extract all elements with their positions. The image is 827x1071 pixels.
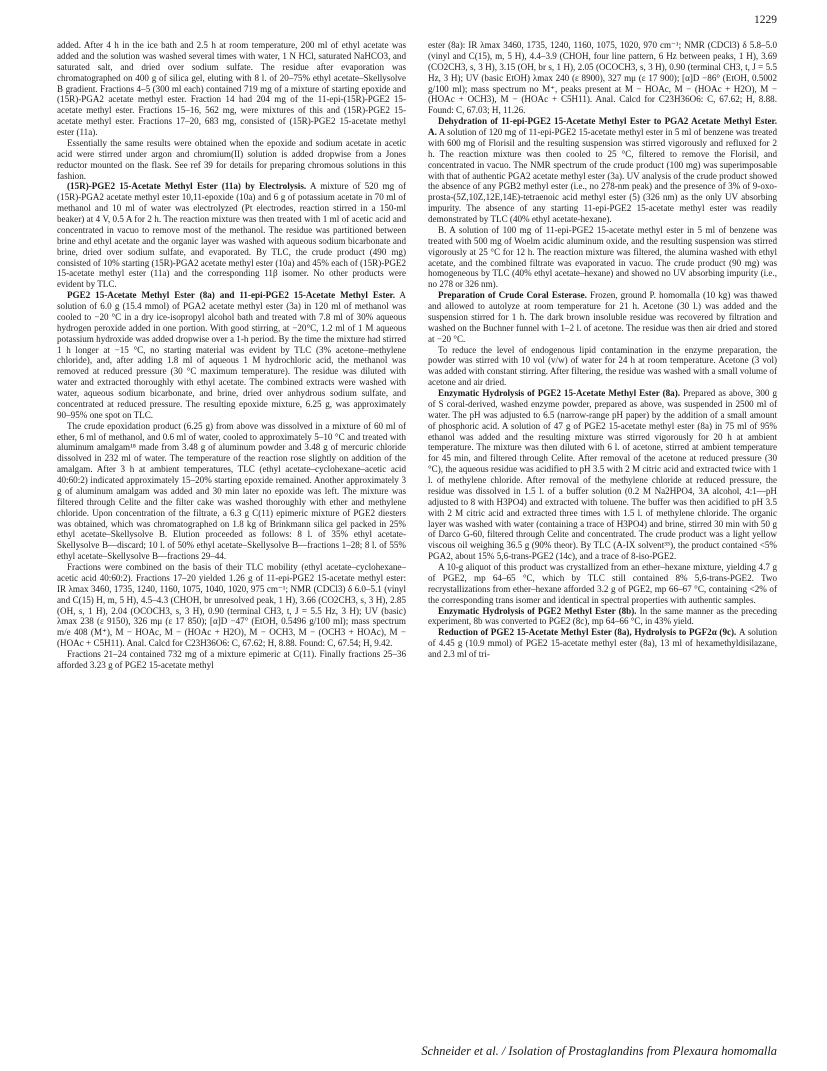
paragraph-text: A solution of 120 mg of 11-epi-PGE2 15-acetate methyl ester in 5 ml of benzene was treated with 600 mg of Florisil and the resulting suspension was stirred vigorously and refluxed for 2 h. The reaction mixture was then cooled to 25 °C, filtered to remove the Florisil, and concentrated in vacuo. The NMR spectrum of the crude product (100 mg) was superimposable with that of authentic PGA2 acetate methyl ester (3a). UV analysis of the crude product showed the absence of any PGB2 methyl ester (i.e., no 278-nm peak) and the presence of 3% of 9-oxo-prosta-(5Z,10Z,12E,14E)-tetraenoic acid methyl ester (5) (326 nm) as the only UV absorbing impurity. The absence of any starting 11-epi-PGE2 15-acetate methyl ester was readily demonstrated by TLC (40% ethyl acetate-hexane). (428, 127, 777, 224)
paragraph (57, 181, 406, 290)
two-column-body (57, 40, 777, 1036)
paragraph: To reduce the level of endogenous lipid contamination in the enzyme preparation, the powder was stirred with 10 vol (v/w) of water for 24 h at room temperature. Acetone (3 vol) was added with constant stirring. After filtering, the residue was washed with a small volume of acetone and air dried. (428, 344, 777, 388)
page-number: 1229 (754, 14, 777, 26)
paragraph (428, 116, 777, 225)
paragraph (428, 388, 777, 562)
paragraph-text: A solution of 6.0 g (15.4 mmol) of PGA2 acetate methyl ester (3a) in 120 ml of methanol was cooled to −20 °C in a dry ice-isopropyl alcohol bath and treated with 7.8 ml of 30% aqueous hydrogen peroxide added in one portion. With good stirring, at −20°C, 1.2 ml of 1 M aqueous potassium hydroxide was added dropwise over a 1-h period. By the time the mixture had stirred 1 h longer at −15 °C, no starting material was evident by TLC (3% acetone–methylene chloride), and, after adding 1.8 ml of aqueous 1 M hydrochloric acid, the methanol was removed at reduced pressure (30 °C maximum temperature). The residue was diluted with water and extracted thoroughly with ethyl acetate. The combined extracts were washed with water, aqueous sodium bicarbonate, and brine, dried over anhydrous sodium sulfate, and concentrated at reduced pressure. The resulting epoxide mixture, 6.25 g, was approximately 90–95% one spot on TLC. (57, 290, 406, 420)
section-heading: Reduction of PGE2 15-Acetate Methyl Ester (8a), Hydrolysis to PGF2α (9c). (438, 627, 737, 638)
paragraph (428, 606, 777, 628)
paragraph (428, 290, 777, 344)
section-heading: PGE2 15-Acetate Methyl Ester (8a) and 11-epi-PGE2 15-Acetate Methyl Ester. (67, 290, 395, 301)
paragraph-text: A mixture of 520 mg of (15R)-PGA2 acetate methyl ester 10,11-epoxide (10a) and 6 g of potassium acetate in 70 ml of methanol and 10 ml of water was electrolyzed (Pt electrodes, reaction stirred in a 150-ml beaker) at 4 V, 0.5 A for 2 h. The reaction mixture was then treated with 1 ml of acetic acid and concentrated in vacuo to remove most of the methanol. The residue was partitioned between brine and ethyl acetate and the organic layer was washed with aqueous sodium bicarbonate and brine, dried over sodium sulfate, and evaporated. By TLC, the crude product (490 mg) consisted of 10% starting (15R)-PGA2 acetate methyl ester (10a) and 45% each of (15R)-PGE2 15-acetate methyl ester (11a) and the corresponding 11β isomer. No other products were evident by TLC. (57, 181, 406, 290)
section-heading: Enzymatic Hydrolysis of PGE2 Methyl Ester (8b). (438, 605, 637, 616)
section-heading: Preparation of Crude Coral Esterase. (438, 290, 587, 301)
paragraph-text: In the same manner as the preceding experiment, 8b was converted to PGE2 (8c), mp 64–66 °C, in 43% yield. (428, 605, 777, 627)
paragraph (428, 627, 777, 660)
paragraph-text: Prepared as above, 300 g of S coral-derived, washed enzyme powder, prepared as above, was suspended in 2500 ml of water. The pH was adjusted to 6.5 (narrow-range pH paper) by the addition of a small amount of phosphoric acid. A solution of 47 g of PGE2 15-acetate methyl ester (8a) in 75 ml of 95% ethanol was added and the resulting mixture was stirred vigorously for 20 h at ambient temperature. The mixture was then diluted with 6 l. of acetone, stirred at ambient temperature for 45 min, and filtered through Celite. After removal of the acetone at reduced pressure (30 °C), the aqueous residue was acidified to pH 3.5 with 2 M citric acid and extracted twice with 1 l. of methylene chloride. After removal of the methylene chloride at reduced pressure, the residue was dissolved in 1.5 l. of a buffer solution (0.2 M Na2HPO4, 3A alcohol, 4:1—pH adjusted to 8 with H3PO4) and extracted with toluene. The buffer was then acidified to pH 3.5 with 2 M citric acid and extracted three times with 1.5 l. of methylene chloride. The organic layer was washed with water (containing a trace of H3PO4) and brine, stirred 30 min with 50 g of Darco G-60, filtered through Celite and concentrated. The crude product was a light yellow viscous oil weighing 36.5 g (90% theor). By TLC (A-IX solvent³⁵), the product contained <5% PGA2, about 15% 5,6-trans-PGE2 (14c), and a trace of 8-iso-PGE2. (428, 388, 777, 562)
paragraph: ester (8a): IR λmax 3460, 1735, 1240, 1160, 1075, 1020, 970 cm⁻¹; NMR (CDCl3) δ 5.8–5.0 (vinyl and C(15), m, 5 H), 4.4–3.9 (CHOH, four line pattern, 6 Hz between peaks, 1 H), 3.69 (CO2CH3, s, 3 H), 3.15 (OH, br s, 1 H), 2.05 (OCOCH3, s, 3 H), 0.90 (terminal CH3, t, J = 5.5 Hz, 3 H); UV (basic EtOH) λmax 240 (ε 8900), 327 mμ (ε 17 900); [α]D −86° (EtOH, 0.5002 g/100 ml); mass spectrum no M⁺, peaks present at M − HOAc, M − (HOAc + H2O), M − (HOAc + OCH3), M − (HOAc + C5H11). Anal. Calcd for C23H36O6: C, 67.62; H, 8.88. Found: C, 67.03; H, 11.26. (428, 40, 777, 116)
section-heading: Dehydration of 11-epi-PGE2 15-Acetate Methyl Ester to PGA2 Acetate Methyl Ester. A. (428, 116, 777, 137)
paragraph: A 10-g aliquot of this product was crystallized from an ether–hexane mixture, yielding 4.7 g of PGE2, mp 64–65 °C, which by TLC still contained 8% 5,6-trans-PGE2. Two recrystallizations from ether–hexane afforded 3.2 g of PGE2, mp 66–67 °C, containing <2% of the corresponding trans isomer and identical in spectral properties with authentic samples. (428, 562, 777, 605)
paragraph: B. A solution of 100 mg of 11-epi-PGE2 15-acetate methyl ester in 5 ml of benzene was treated with 500 mg of Woelm acidic aluminum oxide, and the resulting suspension was stirred vigorously at 25 °C for 12 h. The reaction mixture was filtered, the alumina washed with ethyl acetate, and the combined filtrate was evaporated in vacuo. The crude product (90 mg) was homogeneous by TLC (40% ethyl acetate–hexane) and showed no UV absorbing impurity (i.e., no 278 or 326 nm). (428, 224, 777, 290)
paragraph (57, 290, 406, 421)
paragraph: Fractions 21–24 contained 732 mg of a mixture epimeric at C(11). Finally fractions 25–36 afforded 3.23 g of PGE2 15-acetate methyl (57, 649, 406, 670)
paragraph: The crude epoxidation product (6.25 g) from above was dissolved in a mixture of 60 ml of ether, 6 ml of methanol, and 0.6 ml of water, cooled to approximately 5–10 °C and treated with aluminum amalgam¹⁸ made from 3.48 g of aluminum powder and 3.48 g of mercuric chloride dissolved in 232 ml of water. The temperature of the reaction rose slightly on addition of the amalgam. After 3 h at ambient temperatures, TLC (ethyl acetate–cyclohexane–acetic acid 40:60:2) indicated approximately 15–20% starting epoxide remained. Another approximately 3 g of aluminum amalgam was added and 30 min later no epoxide was left. The mixture was filtered through Celite and the filter cake was washed thoroughly with ether and methylene chloride. Upon concentration of the filtrate, a 6.3 g C(11) epimeric mixture of PGE2 diesters was obtained, which was chromatographed on 1.8 kg of Brinkmann silica gel packed in 25% ethyl acetate–Skellysolve B. Elution proceeded as follows: 8 l. of 35% ethyl acetate-Skellysolve B—discard; 10 l. of 50% ethyl acetate–Skellysolve B—fractions 1–28; 8 l. of 55% ethyl acetate–Skellysolve B—fractions 29–44. (57, 420, 406, 562)
paragraph-text: A solution of 4.45 g (10.9 mmol) of PGE2 15-acetate methyl ester (8a), 13 ml of hexamethyldisilazane, and 2.3 ml of tri- (428, 627, 777, 659)
left-column (57, 40, 406, 1036)
paragraph: Essentially the same results were obtained when the epoxide and sodium acetate in acetic acid were stirred under argon and chromium(II) solution is added dropwise from a Jones reductor mounted on the flask. See ref 39 for details for preparing chromous solutions in this fashion. (57, 137, 406, 181)
section-heading: Enzymatic Hydrolysis of PGE2 15-Acetate Methyl Ester (8a). (438, 388, 681, 398)
section-heading: (15R)-PGE2 15-Acetate Methyl Ester (11a) by Electrolysis. (67, 181, 307, 192)
paragraph: added. After 4 h in the ice bath and 2.5 h at room temperature, 200 ml of ethyl acetate was added and the solution was washed several times with water, 1 N HCl, saturated NaHCO3, and saturated salt, and dried over sodium sulfate. The residue after evaporation was chromatographed on 400 g of silica gel, eluting with 8 l. of 20–75% ethyl acetate–Skellysolve B gradient. Fractions 4–5 (300 ml each) contained 719 mg of a mixture of starting epoxide and (15R)-PGA2 acetate methyl ester. Fraction 14 had 204 mg of the 11-epi-(15R)-PGE2 15-acetate methyl ester. Fractions 15–16, 562 mg, were mixtures of this and (15R)-PGE2 15-acetate methyl ester. Fractions 17–20, 683 mg, consisted of (15R)-PGE2 15-acetate methyl ester (11a). (57, 40, 406, 137)
paragraph: Fractions were combined on the basis of their TLC mobility (ethyl acetate–cyclohexane–acetic acid 40:60:2). Fractions 17–20 yielded 1.26 g of 11-epi-PGE2 15-acetate methyl ester: IR λmax 3460, 1735, 1240, 1160, 1075, 1040, 1020, 975 cm⁻¹; NMR (CDCl3) δ 6.0–5.1 (vinyl and C(15) H, m, 5 H), 4.5–4.3 (CHOH, br unresolved peak, 1 H), 3.66 (CO2CH3, s, 3 H), 2.85 (OH, s, 1 H), 2.04 (OCOCH3, s, 3 H), 0.90 (terminal CH3, t, J = 5.5 Hz, 3 H); UV (basic) λmax 238 (ε 9150), 326 mμ (ε 17 850); [α]D −47° (EtOH, 0.5496 g/100 ml); mass spectrum m/e 408 (M⁺), M − HOAc, M − (HOAc + H2O), M − OCH3, M − (OCH3 + HOAc), M − (HOAc + C5H11). Anal. Calcd for C23H36O6: C, 67.62; H, 8.88. Found: C, 67.54; H, 9.42. (57, 562, 406, 649)
paragraph-text: Frozen, ground P. homomalla (10 kg) was thawed and allowed to autolyze at room temperature for 21 h. Acetone (30 l.) was added and the suspension stirred for 1 h. The dark brown insoluble residue was recovered by filtration and washed on the Buchner funnel with 1–2 l. of acetone. The residue was then air dried and stored at −20 °C. (428, 290, 777, 344)
right-column (428, 40, 777, 1036)
running-footer: Schneider et al. / Isolation of Prostaglandins from Plexaura homomalla (421, 1044, 777, 1058)
